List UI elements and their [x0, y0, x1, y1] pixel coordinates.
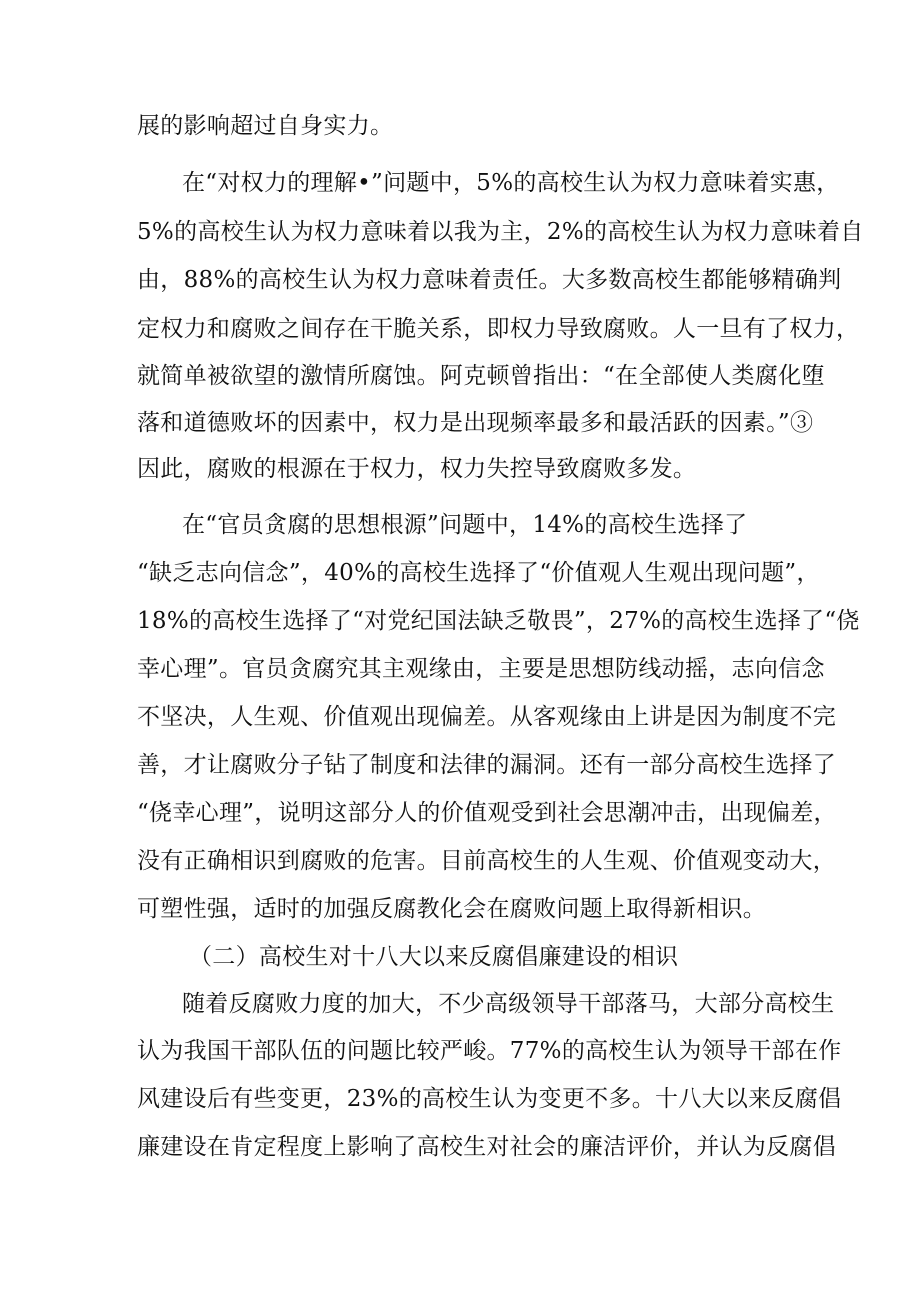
text-line: 幸心理”。官员贪腐究其主观缘由，主要是思想防线动摇，志向信念 [137, 656, 825, 682]
text-line: 18%的高校生选择了“对党纪国法缺乏敬畏”，27%的高校生选择了“侥 [137, 608, 860, 634]
text-line: 就简单被欲望的激情所腐蚀。阿克顿曾指出：“在全部使人类腐化堕 [137, 363, 825, 389]
text-line: 5%的高校生认为权力意味着以我为主，2%的高校生认为权力意味着自 [137, 219, 864, 245]
text-line: 不坚决，人生观、价值观出现偏差。从客观缘由上讲是因为制度不完 [137, 704, 836, 730]
text-line: 落和道德败坏的因素中，权力是出现频率最多和最活跃的因素。”③ [137, 410, 814, 436]
text-line: 善，才让腐败分子钻了制度和法律的漏洞。还有一部分高校生选择了 [137, 752, 836, 778]
text-line: 随着反腐败力度的加大，不少高级领导干部落马，大部分高校生 [182, 991, 835, 1017]
text-line: “缺乏志向信念”，40%的高校生选择了“价值观人生观出现问题”， [137, 560, 820, 586]
text-line: 廉建设在肯定程度上影响了高校生对社会的廉洁评价，并认为反腐倡 [137, 1134, 836, 1160]
text-line: 定权力和腐败之间存在干脆关系，即权力导致腐败。人一旦有了权力， [137, 316, 860, 342]
text-line: 风建设后有些变更，23%的高校生认为变更不多。十八大以来反腐倡 [137, 1086, 842, 1112]
text-line: 因此，腐败的根源在于权力，权力失控导致腐败多发。 [137, 456, 697, 482]
section-heading: （二）高校生对十八大以来反腐倡廉建设的相识 [189, 944, 679, 970]
text-line: 在“官员贪腐的思想根源”问题中，14%的高校生选择了 [182, 512, 748, 538]
text-line: “侥幸心理”，说明这部分人的价值观受到社会思潮冲击，出现偏差， [137, 800, 837, 826]
text-line: 认为我国干部队伍的问题比较严峻。77%的高校生认为领导干部在作 [137, 1038, 842, 1064]
text-line: 没有正确相识到腐败的危害。目前高校生的人生观、价值观变动大， [137, 848, 836, 874]
text-line: 可塑性强，适时的加强反腐教化会在腐败问题上取得新相识。 [137, 896, 767, 922]
text-line: 由，88%的高校生认为权力意味着责任。大多数高校生都能够精确判 [137, 267, 842, 293]
text-line: 在“对权力的理解•”问题中，5%的高校生认为权力意味着实惠， [182, 170, 840, 196]
text-line: 展的影响超过自身实力。 [137, 113, 394, 139]
